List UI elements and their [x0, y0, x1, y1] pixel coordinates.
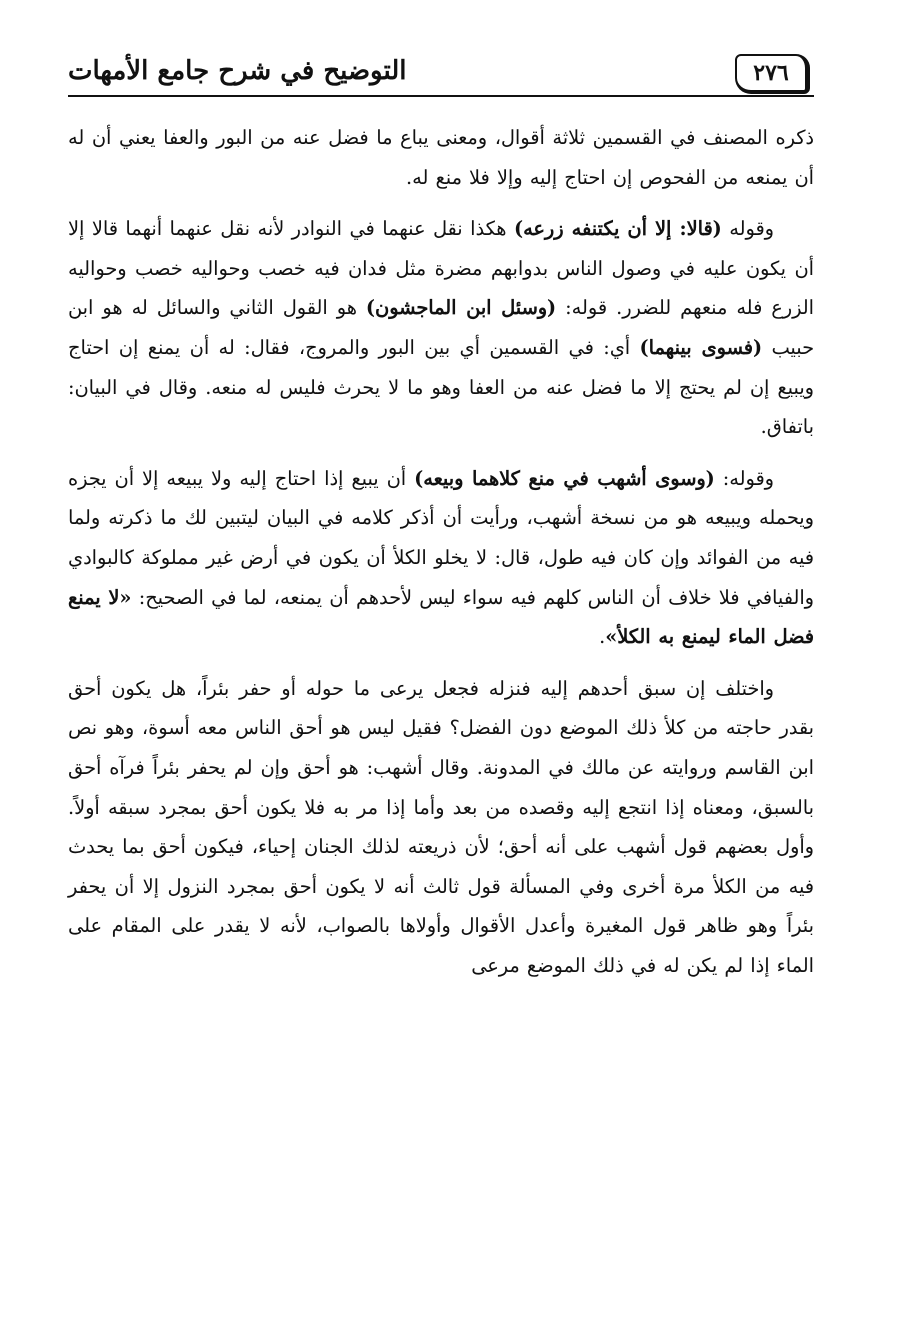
quoted-matn: (قالا: إلا أن يكتنفه زرعه) [513, 217, 722, 241]
paragraph-1 [68, 118, 814, 197]
text-segment: أي: في القسمين أي بين البور والمروج، فقال: له أن يمنع إن احتاج ويبيع إن لم يحتج إلا ما فضل عنه من العفا وهو ما لا يحرث فليس له منعه. وقال في البيان: باتفاق. [68, 335, 814, 439]
quoted-matn: (وسئل ابن الماجشون) [365, 296, 557, 320]
text-segment: وقوله: [714, 466, 774, 490]
paragraph-4 [68, 669, 814, 986]
page-number: ٢٧٦ [735, 54, 810, 94]
text-segment: ذكره المصنف في القسمين ثلاثة أقوال، ومعنى يباع ما فضل عنه من البور والعفا يعني أن له أن يمنعه من الفحوص إن احتاج إليه وإلا فلا منع له. [68, 126, 814, 189]
text-segment: وقوله [721, 217, 774, 241]
paragraph-2 [68, 209, 814, 447]
body-text [68, 118, 814, 985]
header-title: التوضيح في شرح جامع الأمهات [68, 56, 407, 86]
hadith-quote: «لا يمنع فضل الماء ليمنع به الكلأ» [68, 585, 814, 649]
text-segment: أن يبيع إذا احتاج إليه ولا يبيعه إلا أن يجزه ويحمله ويبيعه هو من نسخة أشهب، ورأيت أن أذكر كلامه في البيان ليتبين لك ما ذكرته ولما فيه من الفوائد وإن كان فيه طول، قال: لا يخلو الكلأ أن يكون في أرض غير مملوكة كالبوادي والفيافي فلا خلاف أن الناس كلهم فيه سواء ليس لأحدهم أن يمنعه، لما في الصحيح: [68, 466, 814, 609]
quoted-matn: (وسوى أشهب في منع كلاهما وبيعه) [414, 466, 715, 490]
header-rule [68, 95, 814, 97]
text-segment: واختلف إن سبق أحدهم إليه فنزله فجعل يرعى ما حوله أو حفر بئراً، هل يكون أحق بقدر حاجته من كلأ ذلك الموضع دون الفضل؟ فقيل ليس هو أحق الناس معه أسوة، وهو نص ابن القاسم وروايته عن مالك في المدونة. وقال أشهب: هو أحق وإن لم يحفر بئراً فرآه أحق بالسبق، ومعناه إذا انتجع إليه وقصده من بعد وأما إذا مر به فلا يكون أحق بمجرد سبقه أولاً. وأول بعضهم قول أشهب على أنه أحق؛ لأن ذريعته لذلك الجنان إحياء، فيكون أحق بما يحدث فيه من الكلأ مرة أخرى وفي المسألة قول ثالث أنه لا يكون أحق بمجرد النزول إلا أن يحفر بئراً وهو ظاهر قول المغيرة وأعدل الأقوال وأولاها بالصواب، لأنه لا يقدر على المقام على الماء إذا لم يكن له في ذلك الموضع مرعى [68, 676, 814, 977]
text-segment: هكذا نقل عنهما في النوادر لأنه نقل عنهما أنهما قالا إلا أن يكون عليه في وصول الناس بدوابهم مضرة مثل فدان فيه خصب وحواليه خصب وحواليه الزرع فله منعهم للضرر. قوله: [68, 217, 814, 320]
text-segment: هو القول الثاني والسائل له هو ابن حبيب [68, 296, 814, 359]
document-page [68, 40, 814, 997]
running-header [68, 40, 814, 110]
text-segment: . [599, 625, 606, 649]
quoted-matn: (فسوى بينهما) [639, 335, 763, 359]
paragraph-3 [68, 459, 814, 657]
